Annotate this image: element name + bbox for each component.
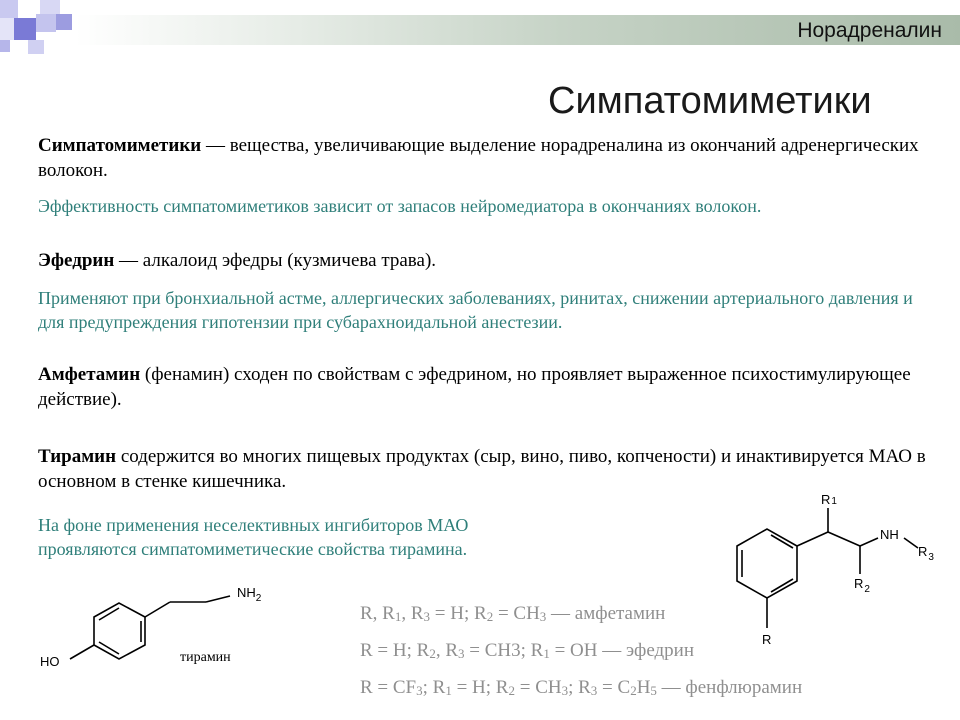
corner-decoration — [0, 0, 80, 60]
formula-amphetamine: R, $R_1$, $R_3 = H$; $R_2 = CH_3$ — амфетамин — [360, 603, 666, 624]
note-ephedrine-use: Применяют при бронхиальной астме, аллергических заболеваниях, ринитах, снижении артериального давления и для предупреждения гипотензии при субарахноидальной анестезии. — [38, 288, 913, 332]
formula-fenfluramine: $R = CF_3$; $R_1 = H$; $R_2 = CH_3$; $R_3 = C_2H_5$ — фенфлюрамин — [360, 677, 803, 698]
section-label: Норадреналин — [797, 19, 942, 42]
term-sympathomimetics: Симпатомиметики — [38, 135, 202, 156]
tyramine-caption: тирамин — [180, 650, 231, 665]
note-mao-inhibitors: На фоне применения неселективных ингибиторов МАО проявляются симпатомиметические свойства тирамина. — [38, 515, 469, 559]
term-ephedrine: Эфедрин — [38, 250, 115, 271]
ho-label: HO — [40, 654, 60, 669]
nh2-label: $NH_2$ — [237, 585, 262, 604]
page-title: Симпатомиметики — [548, 80, 872, 122]
note-efficiency: Эффективность симпатомиметиков зависит от запасов нейромедиатора в окончаниях волокон. — [38, 196, 762, 216]
term-tyramine: Тирамин — [38, 446, 117, 467]
r-label: R — [762, 632, 772, 647]
term-amphetamine: Амфетамин — [38, 364, 141, 385]
paragraph-sympathomimetics: Симпатомиметики — вещества, увеличивающие выделение норадреналина из окончаний адренергических волокон. — [38, 135, 919, 181]
r1-label: R1 — [821, 492, 837, 507]
formula-ephedrine: R = H; $R_2$, $R_3 = CH3$; $R_1$ = OH — эфедрин — [360, 640, 695, 661]
general-structure — [720, 488, 945, 658]
nh-label: NH — [880, 527, 899, 542]
paragraph-ephedrine: Эфедрин — алкалоид эфедры (кузмичева трава). — [38, 250, 437, 271]
tyramine-structure — [30, 580, 290, 680]
r3-label: $R_3$ — [918, 544, 934, 563]
paragraph-tyramine: Тирамин содержится во многих пищевых продуктах (сыр, вино, пиво, копчености) и инактивируется МАО в основном в стенке кишечника. — [38, 446, 926, 492]
r2-label: $R_2$ — [854, 576, 870, 595]
paragraph-amphetamine: Амфетамин (фенамин) сходен по свойствам с эфедрином, но проявляет выраженное психостимулирующее действие). — [38, 364, 911, 410]
